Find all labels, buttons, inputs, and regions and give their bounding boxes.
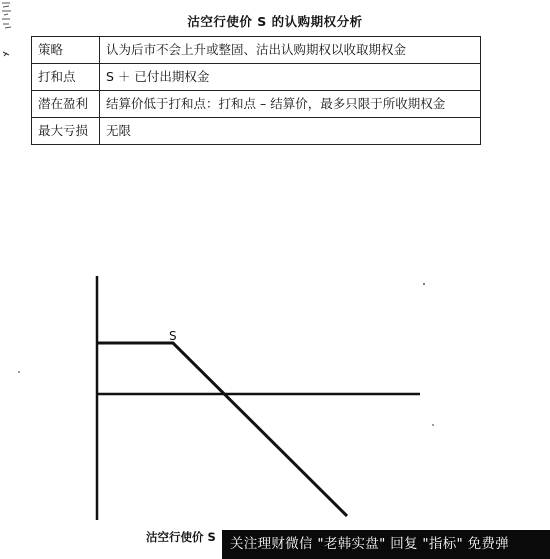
row-label-max-loss: 最大亏损 <box>32 118 100 145</box>
scan-dot <box>423 283 425 285</box>
row-value-strategy: 认为后市不会上升或整固、沽出认购期权以收取期权金 <box>100 37 481 64</box>
margin-scan-marks <box>0 0 22 60</box>
row-value-max-loss: 无限 <box>100 118 481 145</box>
table-row <box>32 91 481 118</box>
watermark-banner: 关注理财微信 "老韩实盘" 回复 "指标" 免费弹 <box>222 530 550 559</box>
scan-dot <box>18 371 20 373</box>
row-label-breakeven: 打和点 <box>32 64 100 91</box>
row-label-potential-profit: 潜在盈利 <box>32 91 100 118</box>
scan-dot <box>432 424 434 426</box>
strike-label: S <box>169 329 177 343</box>
row-value-breakeven: S ＋ 已付出期权金 <box>100 64 481 91</box>
row-value-potential-profit: 结算价低于打和点：打和点 – 结算价，最多只限于所收期权金 <box>100 91 481 118</box>
table-row <box>32 37 481 64</box>
table-row <box>32 118 481 145</box>
row-label-strategy: 策略 <box>32 37 100 64</box>
chart-caption: 沽空行使价 S <box>146 530 216 544</box>
call-analysis-table <box>31 36 481 145</box>
table-title: 沽空行使价 S 的认购期权分析 <box>187 14 363 29</box>
table-row <box>32 64 481 91</box>
payoff-line <box>97 343 347 516</box>
